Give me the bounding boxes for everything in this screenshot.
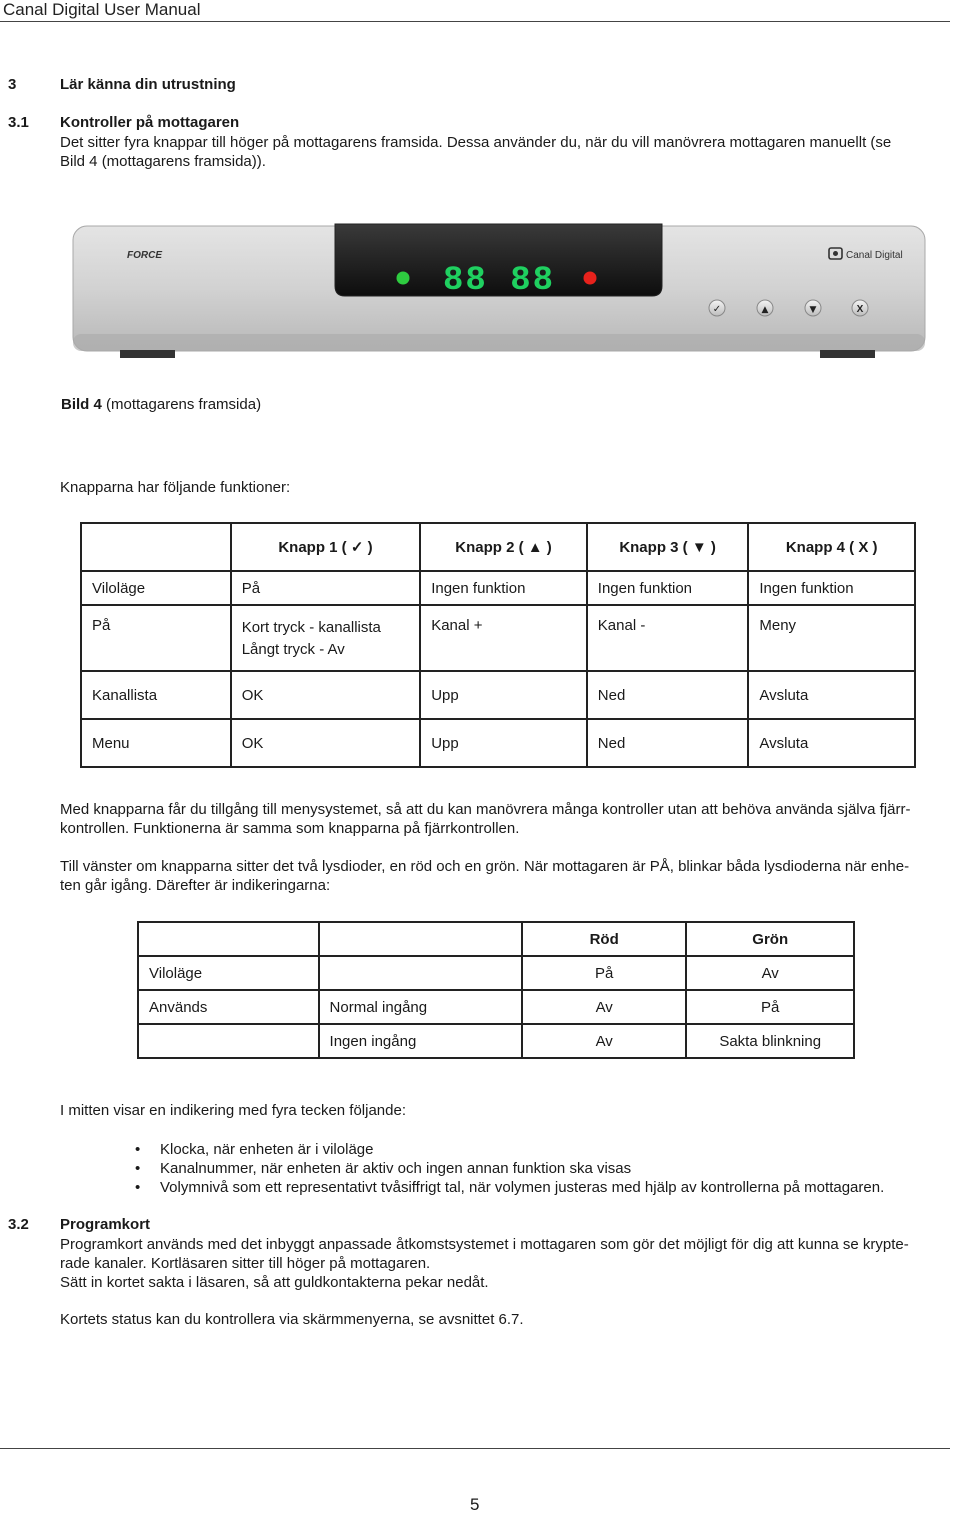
header-cell-button-3: Knapp 3 ( ▼ ) (587, 523, 749, 571)
page-number: 5 (470, 1495, 480, 1514)
cell-line: OK (241, 734, 264, 752)
para-1-line-2: kontrollen. Funktionerna är samma som knapparna på fjärrkontrollen. (60, 820, 520, 837)
caption-label: Bild 4 (61, 396, 102, 413)
section-3-1-line-2: Bild 4 (mottagarens framsida)). (60, 153, 266, 170)
section-3-1-number: 3.1 (8, 114, 29, 131)
manual-title: Canal Digital User Manual (3, 0, 201, 19)
section-3-2-line-4: Kortets status kan du kontrollera via skärmmenyerna, se avsnittet 6.7. (60, 1311, 524, 1328)
section-3-1-line-1: Det sitter fyra knappar till höger på mottagarens framsida. Dessa använder du, när du vill manövrera mottagaren manuellt (se (60, 134, 892, 151)
section-3-2-line-1: Programkort används med det inbyggt anpassade åtkomstsystemet i mottagaren som gör det möjligt för dig att kunna se krypte- (60, 1236, 909, 1253)
caption-text: (mottagarens framsida) (101, 396, 262, 413)
button-functions-table (80, 522, 916, 768)
led-indication-table (137, 921, 855, 1059)
cell-red: På (522, 956, 686, 990)
header-cell-red: Röd (522, 922, 686, 956)
front-button-x (852, 300, 868, 316)
para-1-line-1: Med knapparna får du tillgång till menysystemet, så att du kan manövrera många kontroller utan att behöva använda själva fjärr- (60, 801, 911, 818)
section-3-2-line-2: rade kanaler. Kortläsaren sitter till höger på mottagaren. (60, 1255, 431, 1272)
list-item: • Volymnivå som ett representativt tvåsiffrigt tal, när volymen justeras med hjälp av kontrollerna på mottagaren. (135, 1178, 945, 1197)
cell-button-2: Kanal + (420, 605, 587, 671)
table-row (81, 719, 915, 767)
header-cell-button-2: Knapp 2 ( ▲ ) (420, 523, 587, 571)
cell-button-2: Upp (420, 671, 587, 719)
header-cell-empty-1 (138, 922, 319, 956)
row-sublabel: Normal ingång (319, 990, 522, 1024)
force-logo: FORCE (127, 250, 162, 261)
table-row (138, 956, 854, 990)
svg-text:▼: ▼ (809, 305, 817, 315)
cell-button-4: Ingen funktion (748, 571, 915, 605)
header-cell-green: Grön (686, 922, 854, 956)
list-item: • Klocka, när enheten är i viloläge (135, 1140, 945, 1159)
cell-line: OK (241, 686, 264, 704)
front-button-check (709, 300, 725, 316)
cell-red: Av (522, 990, 686, 1024)
header-cell-button-1: Knapp 1 ( ✓ ) (231, 523, 421, 571)
front-button-down (805, 300, 821, 316)
row-label: På (81, 605, 231, 671)
para-2-line-2: ten går igång. Därefter är indikeringarna: (60, 877, 331, 894)
table-row (81, 605, 915, 671)
svg-text:▲: ▲ (761, 305, 769, 315)
header-cell-empty (81, 523, 231, 571)
cell-line-2: Långt tryck - Av (241, 641, 345, 658)
table-row (81, 571, 915, 605)
row-label: Kanallista (81, 671, 231, 719)
cell-button-1 (231, 671, 421, 719)
cell-button-2: Ingen funktion (420, 571, 587, 605)
section-3-2-title: Programkort (60, 1216, 151, 1233)
row-label (138, 1024, 319, 1058)
cell-red: Av (522, 1024, 686, 1058)
display-digits: 88 88 (442, 262, 556, 300)
cell-line: På (241, 579, 261, 597)
canal-digital-logo-text: Canal Digital (846, 250, 903, 261)
indicator-list (135, 1140, 945, 1197)
table-header-row (138, 922, 854, 956)
svg-text:✓: ✓ (712, 304, 722, 315)
cell-green: På (686, 990, 854, 1024)
cell-button-1 (231, 571, 421, 605)
row-label: Viloläge (138, 956, 319, 990)
cell-button-1 (231, 605, 421, 671)
table-intro: Knapparna har följande funktioner: (60, 479, 291, 496)
cell-button-2: Upp (420, 719, 587, 767)
cell-button-4: Avsluta (748, 719, 915, 767)
cell-button-4: Avsluta (748, 671, 915, 719)
header-cell-empty-2 (319, 922, 522, 956)
cell-button-1 (231, 719, 421, 767)
section-3-2-line-3: Sätt in kortet sakta i läsaren, så att guldkontakterna pekar nedåt. (60, 1274, 489, 1291)
row-label: Menu (81, 719, 231, 767)
section-3-number: 3 (8, 76, 17, 93)
row-sublabel (319, 956, 522, 990)
cell-green: Sakta blinkning (686, 1024, 854, 1058)
row-label: Används (138, 990, 319, 1024)
figure-caption (61, 396, 261, 413)
cell-green: Av (686, 956, 854, 990)
table-row (81, 671, 915, 719)
para-3: I mitten visar en indikering med fyra tecken följande: (60, 1102, 407, 1119)
receiver-front-panel-image (65, 222, 930, 362)
cell-button-3: Ingen funktion (587, 571, 749, 605)
green-led-icon (397, 272, 410, 285)
red-led-icon (584, 272, 597, 285)
front-button-up (757, 300, 773, 316)
cell-line-1: Kort tryck - kanallista (241, 619, 381, 636)
para-2-line-1: Till vänster om knapparna sitter det två lysdioder, en röd och en grön. När mottagaren är PÅ, blinkar båda lysdioderna när enhe- (60, 858, 910, 875)
section-3-2-number: 3.2 (8, 1216, 29, 1233)
cell-button-3: Kanal - (587, 605, 749, 671)
section-3-title: Lär känna din utrustning (60, 76, 236, 93)
section-3-1-title: Kontroller på mottagaren (60, 114, 240, 131)
row-sublabel: Ingen ingång (319, 1024, 522, 1058)
header-rule (0, 21, 950, 22)
footer-rule (0, 1448, 950, 1449)
cell-button-3: Ned (587, 671, 749, 719)
cell-button-4: Meny (748, 605, 915, 671)
header-cell-button-4: Knapp 4 ( X ) (748, 523, 915, 571)
row-label: Viloläge (81, 571, 231, 605)
table-row (138, 990, 854, 1024)
svg-text:X: X (856, 304, 864, 315)
table-header-row (81, 523, 915, 571)
table-row (138, 1024, 854, 1058)
list-item: • Kanalnummer, när enheten är aktiv och ingen annan funktion ska visas (135, 1159, 945, 1178)
cell-button-3: Ned (587, 719, 749, 767)
